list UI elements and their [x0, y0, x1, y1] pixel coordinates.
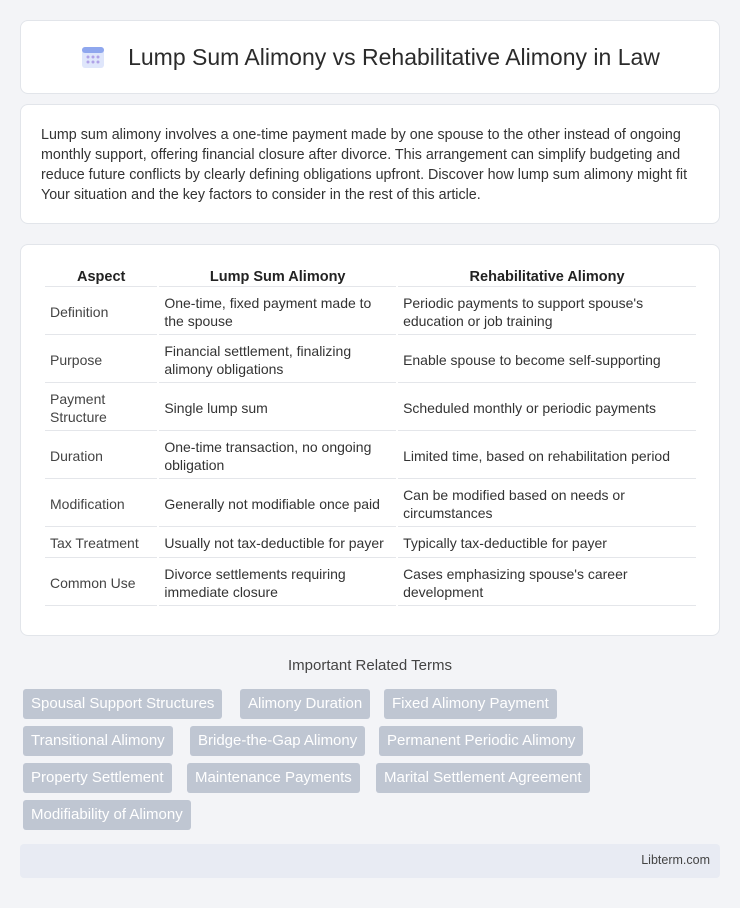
table-cell: Generally not modifiable once paid: [159, 481, 396, 527]
table-row: [45, 385, 696, 431]
table-row: [45, 560, 696, 606]
table-cell: Single lump sum: [159, 385, 396, 431]
table-cell: Financial settlement, finalizing alimony obligations: [159, 337, 396, 383]
table-cell: Tax Treatment: [45, 529, 157, 558]
comparison-table-card: [20, 244, 720, 636]
table-row: [45, 529, 696, 558]
table-cell: Enable spouse to become self-supporting: [398, 337, 696, 383]
related-term-tag[interactable]: Marital Settlement Agreement: [376, 763, 590, 793]
table-row: [45, 433, 696, 479]
related-term-tag[interactable]: Transitional Alimony: [23, 726, 173, 756]
related-term-tag[interactable]: Property Settlement: [23, 763, 172, 793]
footer-site-link[interactable]: Libterm.com: [641, 853, 710, 867]
table-row: [45, 481, 696, 527]
header-lump-sum: Lump Sum Alimony: [159, 267, 396, 287]
related-terms-title: Important Related Terms: [288, 657, 452, 674]
table-cell: Scheduled monthly or periodic payments: [398, 385, 696, 431]
footer: [20, 844, 720, 878]
table-cell: Payment Structure: [45, 385, 157, 431]
page-title: Lump Sum Alimony vs Rehabilitative Alimony in Law: [128, 43, 660, 70]
table-cell: Can be modified based on needs or circumstances: [398, 481, 696, 527]
table-cell: Periodic payments to support spouse's education or job training: [398, 289, 696, 335]
table-cell: Typically tax-deductible for payer: [398, 529, 696, 558]
table-cell: One-time transaction, no ongoing obligation: [159, 433, 396, 479]
related-term-tag[interactable]: Permanent Periodic Alimony: [379, 726, 583, 756]
table-cell: Cases emphasizing spouse's career development: [398, 560, 696, 606]
table-row: [45, 337, 696, 383]
intro-card: [20, 104, 720, 224]
related-term-tag[interactable]: Bridge-the-Gap Alimony: [190, 726, 365, 756]
comparison-table: [43, 265, 698, 608]
header-card: [20, 20, 720, 94]
table-cell: Divorce settlements requiring immediate closure: [159, 560, 396, 606]
related-term-tag[interactable]: Modifiability of Alimony: [23, 800, 191, 830]
header-rehabilitative: Rehabilitative Alimony: [398, 267, 696, 287]
table-cell: Purpose: [45, 337, 157, 383]
related-term-tag[interactable]: Fixed Alimony Payment: [384, 689, 557, 719]
table-cell: Definition: [45, 289, 157, 335]
header-aspect: Aspect: [45, 267, 157, 287]
table-cell: Usually not tax-deductible for payer: [159, 529, 396, 558]
table-cell: Modification: [45, 481, 157, 527]
table-cell: Duration: [45, 433, 157, 479]
table-cell: Common Use: [45, 560, 157, 606]
calendar-icon: [80, 44, 106, 70]
related-term-tag[interactable]: Spousal Support Structures: [23, 689, 222, 719]
intro-text: Lump sum alimony involves a one-time payment made by one spouse to the other instead of ongoing monthly support, offering financial closure after divorce. This arrangement can simplify budgeting and reduce future conflicts by clearly defining obligations upfront. Discover how lump sum alimony might fit Your situation and the key factors to consider in the rest of this article.: [41, 127, 688, 203]
table-cell: One-time, fixed payment made to the spouse: [159, 289, 396, 335]
table-header-row: [45, 267, 696, 287]
table-row: [45, 289, 696, 335]
related-term-tag[interactable]: Alimony Duration: [240, 689, 370, 719]
table-cell: Limited time, based on rehabilitation period: [398, 433, 696, 479]
related-term-tag[interactable]: Maintenance Payments: [187, 763, 360, 793]
